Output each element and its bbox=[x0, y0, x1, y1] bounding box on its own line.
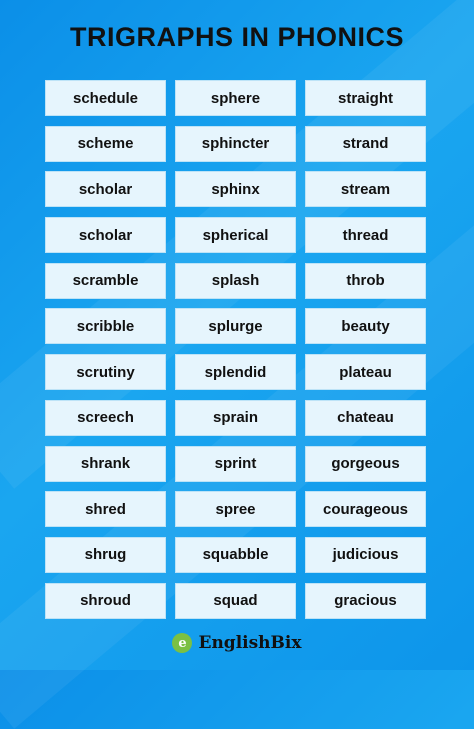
brand-logo-icon: e bbox=[172, 633, 192, 653]
page-title: TRIGRAPHS IN PHONICS bbox=[69, 22, 405, 52]
word-card: sprint bbox=[175, 446, 296, 482]
word-row bbox=[45, 171, 427, 207]
word-row bbox=[45, 537, 427, 573]
word-row bbox=[45, 217, 427, 253]
word-card: strand bbox=[305, 126, 426, 162]
word-card: scrutiny bbox=[45, 354, 166, 390]
word-card: shrank bbox=[45, 446, 166, 482]
word-card: splurge bbox=[175, 308, 296, 344]
word-card: spree bbox=[175, 491, 296, 527]
word-card: sphere bbox=[175, 80, 296, 116]
word-card: courageous bbox=[305, 491, 426, 527]
word-row bbox=[45, 308, 427, 344]
word-card: sphinx bbox=[175, 171, 296, 207]
word-card: splendid bbox=[175, 354, 296, 390]
word-card: sphincter bbox=[175, 126, 296, 162]
word-card: beauty bbox=[305, 308, 426, 344]
word-card: scholar bbox=[45, 171, 166, 207]
word-card: stream bbox=[305, 171, 426, 207]
word-row bbox=[45, 80, 427, 116]
word-card: thread bbox=[305, 217, 426, 253]
word-grid bbox=[45, 80, 427, 628]
word-card: plateau bbox=[305, 354, 426, 390]
word-card: scramble bbox=[45, 263, 166, 299]
word-row bbox=[45, 583, 427, 619]
word-card: scheme bbox=[45, 126, 166, 162]
word-row bbox=[45, 400, 427, 436]
word-row bbox=[45, 263, 427, 299]
word-card: shred bbox=[45, 491, 166, 527]
word-card: judicious bbox=[305, 537, 426, 573]
word-card: splash bbox=[175, 263, 296, 299]
brand-footer bbox=[0, 630, 474, 656]
word-card: sprain bbox=[175, 400, 296, 436]
word-row bbox=[45, 354, 427, 390]
word-card: gorgeous bbox=[305, 446, 426, 482]
word-card: screech bbox=[45, 400, 166, 436]
word-card: spherical bbox=[175, 217, 296, 253]
word-card: shrug bbox=[45, 537, 166, 573]
word-card: squad bbox=[175, 583, 296, 619]
word-row bbox=[45, 446, 427, 482]
word-card: squabble bbox=[175, 537, 296, 573]
word-row bbox=[45, 491, 427, 527]
word-card: scholar bbox=[45, 217, 166, 253]
word-card: gracious bbox=[305, 583, 426, 619]
word-card: straight bbox=[305, 80, 426, 116]
word-card: shroud bbox=[45, 583, 166, 619]
word-row bbox=[45, 126, 427, 162]
word-card: chateau bbox=[305, 400, 426, 436]
word-card: throb bbox=[305, 263, 426, 299]
word-card: schedule bbox=[45, 80, 166, 116]
brand-name: EnglishBix bbox=[198, 633, 302, 653]
word-card: scribble bbox=[45, 308, 166, 344]
